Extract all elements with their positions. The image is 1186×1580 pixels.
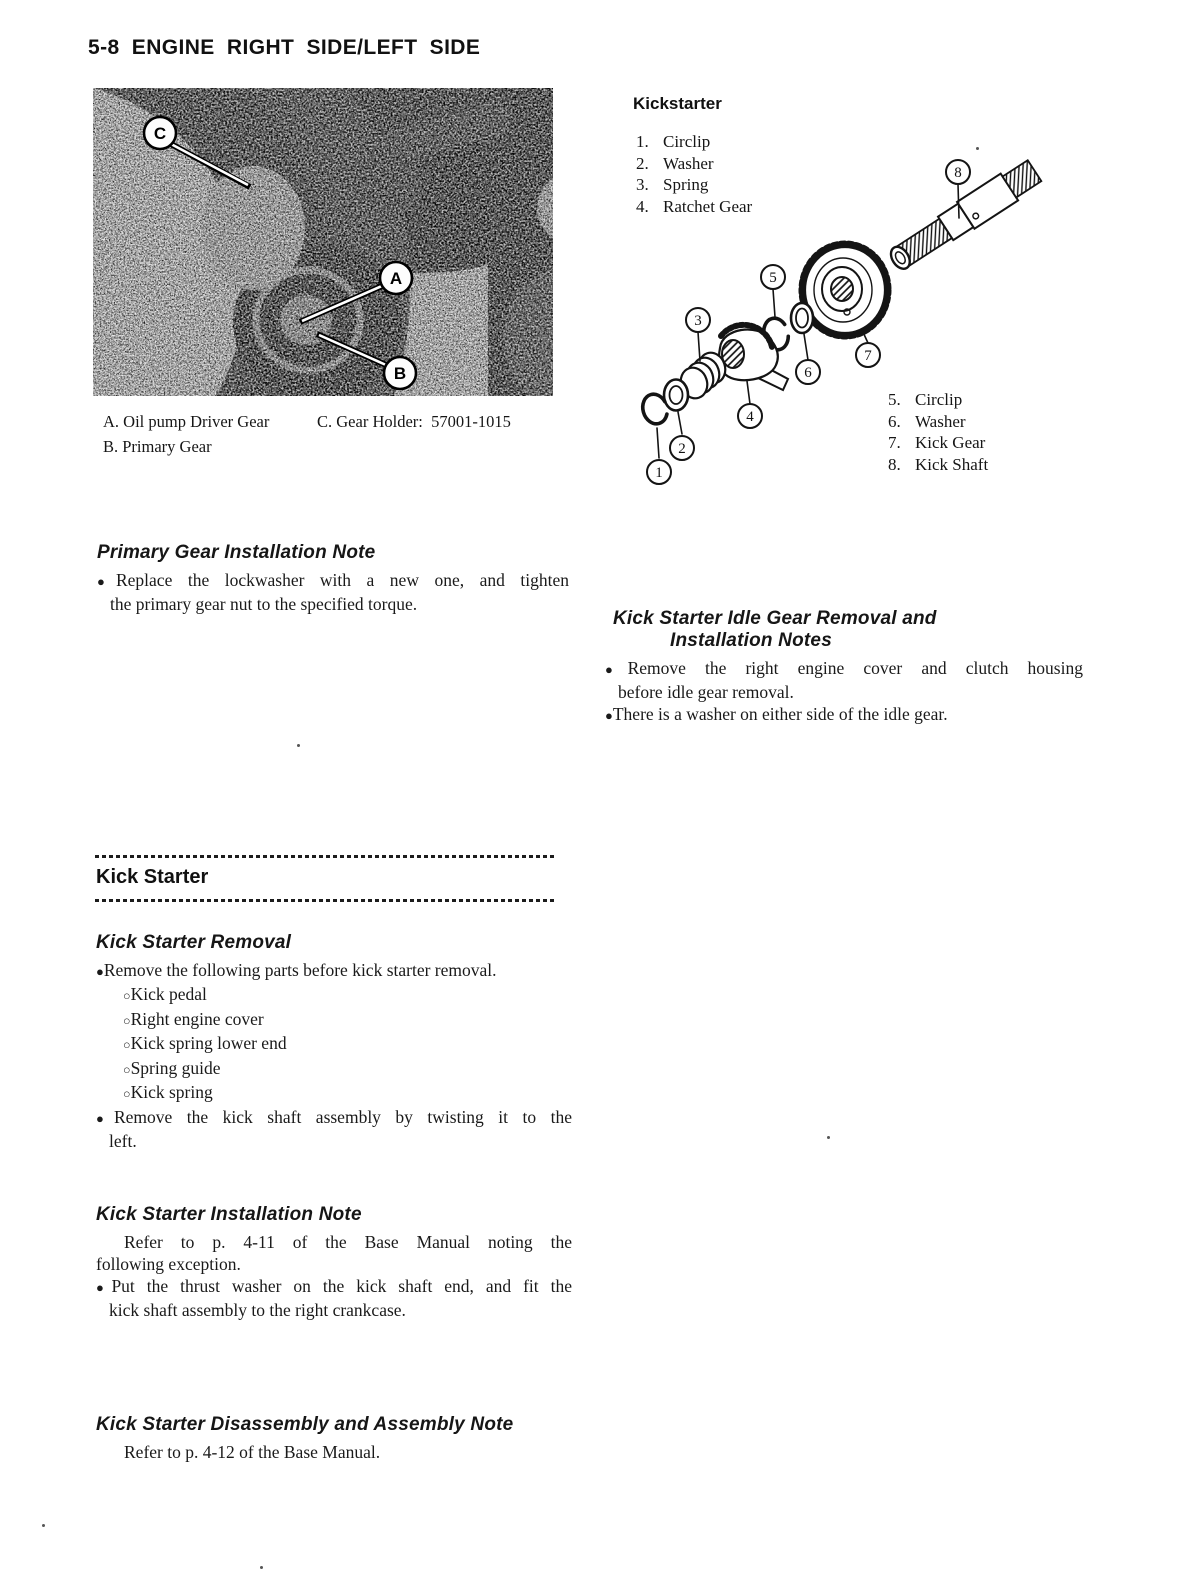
disassembly-note-section xyxy=(96,1414,572,1463)
part-item: 6. Washer xyxy=(888,411,966,431)
scan-speck xyxy=(976,147,979,150)
removal-sub-item: ○Kick spring xyxy=(123,1082,213,1102)
removal-sub-item: ○Right engine cover xyxy=(123,1008,264,1029)
primary-gear-note-bullet: ●Replace the lockwasher with a new one, and tighten the primary gear nut to the specified torque. xyxy=(97,570,569,614)
svg-text:4: 4 xyxy=(746,409,754,425)
removal-sub-item: ○Kick spring lower end xyxy=(123,1033,287,1053)
kickstarter-parts-list-5-8 xyxy=(888,389,988,475)
svg-text:7: 7 xyxy=(864,348,872,364)
svg-text:C: C xyxy=(153,124,167,143)
dotted-rule-bottom xyxy=(95,899,557,902)
photo-caption xyxy=(103,412,573,468)
photo-callout-b xyxy=(384,357,416,389)
idle-gear-note-bullet-2: ●There is a washer on either side of the idle gear. xyxy=(605,704,948,724)
primary-gear-note-title: Primary Gear Installation Note xyxy=(97,542,376,563)
kickstarter-title: Kickstarter xyxy=(633,94,722,113)
part-item: 1. Circlip xyxy=(636,132,711,151)
exploded-diagram-drawing xyxy=(620,140,1090,500)
kickstarter-exploded-diagram xyxy=(620,140,1090,500)
caption-line-a: A. Oil pump Driver Gear xyxy=(103,412,270,431)
removal-outro: ●Remove the kick shaft assembly by twisting it to the left. xyxy=(96,1106,573,1151)
part-item: 4. Ratchet Gear xyxy=(636,196,753,216)
part-item: 7. Kick Gear xyxy=(888,433,986,452)
part-item: 3. Spring xyxy=(636,175,709,194)
scan-speck xyxy=(827,1136,830,1139)
kick-gear-part xyxy=(802,244,888,336)
part-item: 5. Circlip xyxy=(888,390,963,409)
disassembly-note-paragraph: Refer to p. 4-12 of the Base Manual. xyxy=(124,1442,381,1462)
diagram-callout-3 xyxy=(686,308,710,332)
svg-text:5: 5 xyxy=(769,270,777,286)
scan-speck xyxy=(297,744,300,747)
svg-text:A: A xyxy=(389,269,403,288)
svg-text:8: 8 xyxy=(954,165,962,181)
svg-text:B: B xyxy=(393,364,407,383)
scan-speck xyxy=(42,1524,45,1527)
diagram-callout-7 xyxy=(856,343,880,367)
diagram-callout-6 xyxy=(796,360,820,384)
engine-photo xyxy=(93,88,553,396)
idle-gear-note-title-line1: Kick Starter Idle Gear Removal and xyxy=(613,608,937,629)
ratchet-gear-part xyxy=(719,325,788,390)
photo-callout-c xyxy=(144,117,176,149)
washer-2-part xyxy=(664,380,688,411)
washer-6-part xyxy=(791,303,813,333)
installation-note-title: Kick Starter Installation Note xyxy=(96,1204,362,1225)
removal-title: Kick Starter Removal xyxy=(96,932,292,953)
engine-photo-image xyxy=(93,88,553,396)
diagram-callout-4 xyxy=(738,404,762,428)
svg-text:2: 2 xyxy=(678,441,686,457)
diagram-callout-2 xyxy=(670,436,694,460)
primary-gear-note-section xyxy=(97,542,569,615)
diagram-callout-8 xyxy=(946,160,970,184)
idle-gear-note-bullet-1: ●Remove the right engine cover and clutch housing before idle gear removal. xyxy=(605,658,1083,702)
diagram-callout-5 xyxy=(761,265,785,289)
disassembly-note-title: Kick Starter Disassembly and Assembly Note xyxy=(96,1414,514,1435)
idle-gear-note-section xyxy=(605,608,1083,727)
removal-sub-item: ○Spring guide xyxy=(123,1057,221,1078)
removal-section xyxy=(96,932,572,1152)
part-item: 2. Washer xyxy=(636,153,714,173)
part-item: 8. Kick Shaft xyxy=(888,454,989,474)
installation-note-section xyxy=(96,1204,572,1321)
svg-text:3: 3 xyxy=(694,313,702,329)
svg-text:1: 1 xyxy=(655,465,663,481)
scan-speck xyxy=(260,1566,263,1569)
dotted-rule-top xyxy=(95,855,557,858)
diagram-callout-1 xyxy=(647,460,671,484)
caption-line-b: B. Primary Gear xyxy=(103,437,212,456)
kick-starter-section-title: Kick Starter xyxy=(96,866,209,888)
installation-note-paragraph: Refer to p. 4-11 of the Base Manual noting the following exception. xyxy=(96,1232,572,1274)
removal-sub-item: ○Kick pedal xyxy=(123,984,207,1004)
svg-text:6: 6 xyxy=(804,365,812,381)
idle-gear-note-title-line2: Installation Notes xyxy=(670,630,832,651)
removal-intro: ●Remove the following parts before kick starter removal. xyxy=(96,960,497,980)
caption-line-c: C. Gear Holder: 57001-1015 xyxy=(317,412,511,431)
photo-callout-a xyxy=(380,262,412,294)
page-title: 5-8 ENGINE RIGHT SIDE/LEFT SIDE xyxy=(88,36,481,59)
installation-note-bullet: ●Put the thrust washer on the kick shaft end, and fit the kick shaft assembly to the right crankcase. xyxy=(96,1276,572,1320)
